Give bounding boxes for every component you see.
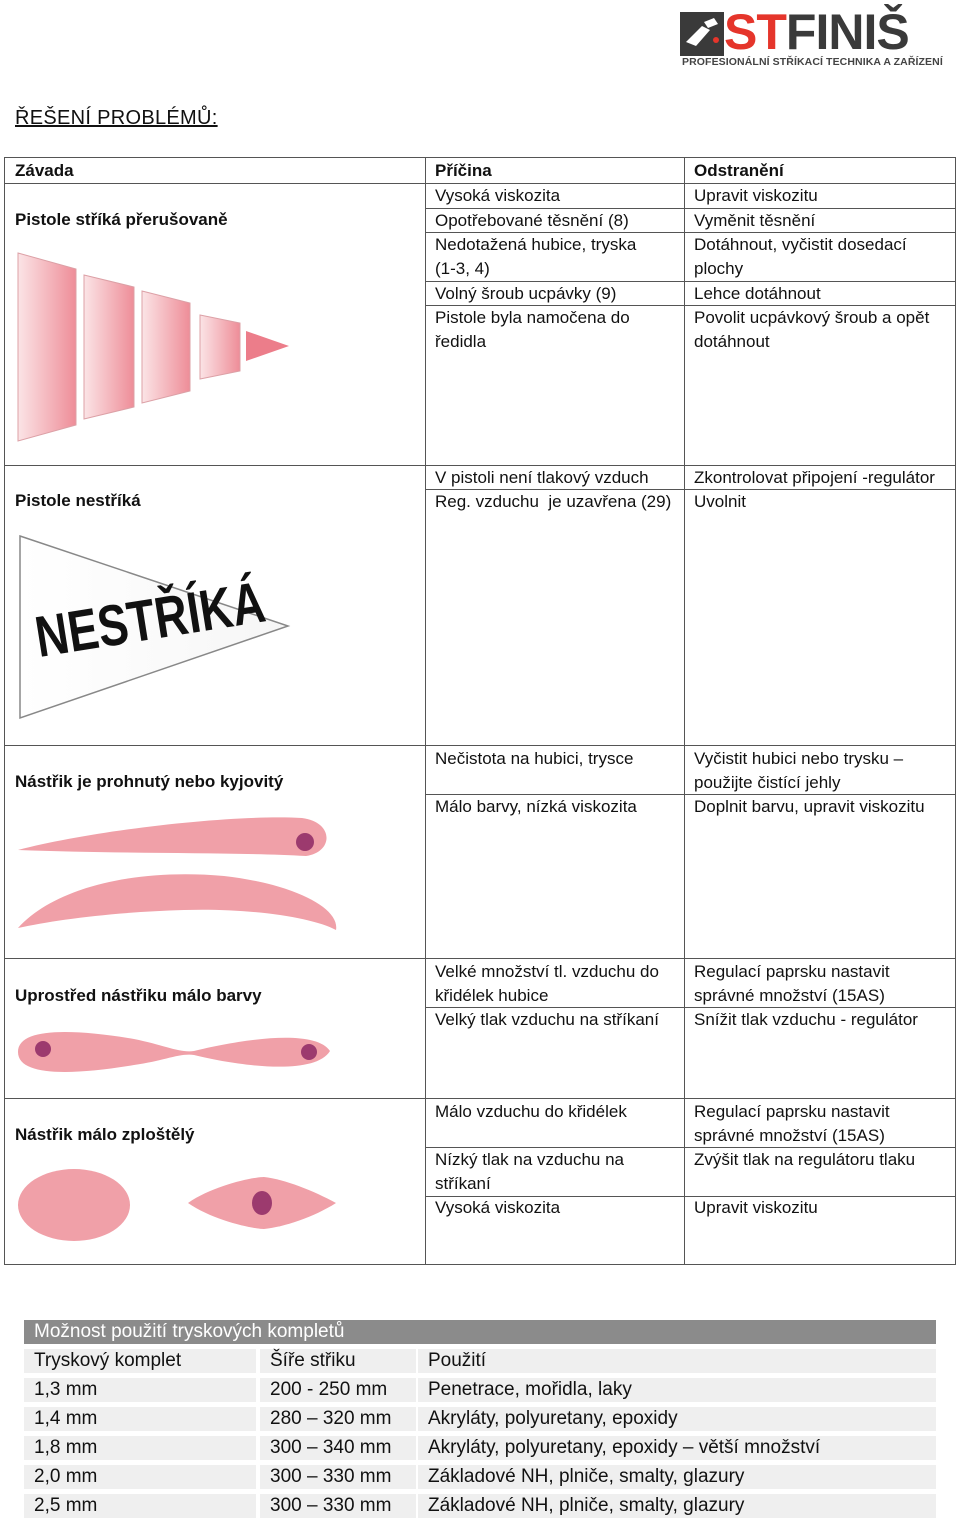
logo-brand: STFINIŠ <box>724 4 909 60</box>
center-thin-illustration <box>14 1025 334 1080</box>
cause: Málo barvy, nízká viskozita <box>435 797 637 816</box>
kit-size: 1,3 mm <box>24 1378 256 1402</box>
usage: Základové NH, plniče, smalty, glazury <box>418 1494 936 1518</box>
fix: Vyměnit těsnění <box>694 211 816 230</box>
spray-width: 300 – 330 mm <box>260 1494 416 1518</box>
page-title: ŘEŠENÍ PROBLÉMŮ: <box>15 107 218 129</box>
col-header-use: Použití <box>418 1349 936 1373</box>
not-spraying-label: NESTŘÍKÁ <box>31 570 270 671</box>
spray-width: 300 – 330 mm <box>260 1465 416 1489</box>
header-cause: Příčina <box>435 161 492 180</box>
fix: Regulací paprsku nastavit správné množství (15AS) <box>694 962 890 1005</box>
usage: Akryláty, polyuretany, epoxidy <box>418 1407 936 1431</box>
fix: Regulací paprsku nastavit správné množství (15AS) <box>694 1102 890 1145</box>
col-header-width: Šíře střiku <box>260 1349 416 1373</box>
cause: Nedotažená hubice, tryska (1-3, 4) <box>435 235 637 278</box>
cause: Volný šroub ucpávky (9) <box>435 284 617 303</box>
fix: Povolit ucpávkový šroub a opět dotáhnout <box>694 308 930 351</box>
usage: Akryláty, polyuretany, epoxidy – větší množství <box>418 1436 936 1460</box>
kit-size: 1,8 mm <box>24 1436 256 1460</box>
cause: Málo vzduchu do křidélek <box>435 1102 627 1121</box>
cause: Reg. vzduchu je uzavřena (29) <box>435 492 672 511</box>
cause: V pistoli není tlakový vzduch <box>435 468 649 487</box>
fix: Upravit viskozitu <box>694 186 818 205</box>
fix: Snížit tlak vzduchu - regulátor <box>694 1010 918 1029</box>
spray-width: 200 - 250 mm <box>260 1378 416 1402</box>
fix: Uvolnit <box>694 492 746 511</box>
cause: Nečistota na hubici, trysce <box>435 749 634 768</box>
header-fix: Odstranění <box>694 161 784 180</box>
logo <box>680 4 950 70</box>
cause: Velké množství tl. vzduchu do křidélek hubice <box>435 962 659 1005</box>
table-header-row <box>24 1349 936 1373</box>
table-row <box>24 1407 936 1431</box>
curved-spray-illustration <box>14 808 344 943</box>
table-row <box>24 1494 936 1518</box>
cause: Nízký tlak na vzduchu na stříkaní <box>435 1150 624 1193</box>
table-row <box>24 1465 936 1489</box>
table-row <box>24 1436 936 1460</box>
kit-size: 1,4 mm <box>24 1407 256 1431</box>
logo-tagline: PROFESIONÁLNÍ STŘÍKACÍ TECHNIKA A ZAŘÍZENÍ <box>682 56 943 68</box>
kit-size: 2,0 mm <box>24 1465 256 1489</box>
not-spraying-illustration <box>14 530 299 725</box>
cause: Vysoká viskozita <box>435 1198 561 1217</box>
not-flat-illustration <box>14 1165 344 1243</box>
defect-not-flat: Nástřik málo zploštělý <box>15 1125 195 1144</box>
cause: Pistole byla namočena do ředidla <box>435 308 630 351</box>
kit-size: 2,5 mm <box>24 1494 256 1518</box>
spray-width: 300 – 340 mm <box>260 1436 416 1460</box>
spray-width: 280 – 320 mm <box>260 1407 416 1431</box>
fix: Dotáhnout, vyčistit dosedací plochy <box>694 235 907 278</box>
header-defect: Závada <box>15 161 74 180</box>
col-header-kit: Tryskový komplet <box>24 1349 256 1373</box>
defect-not-spraying: Pistole nestříká <box>15 491 141 510</box>
usage: Penetrace, mořidla, laky <box>418 1378 936 1402</box>
cause: Opotřebované těsnění (8) <box>435 211 629 230</box>
fix: Zvýšit tlak na regulátoru tlaku <box>694 1150 916 1169</box>
nozzle-kit-table <box>24 1320 936 1518</box>
cause: Vysoká viskozita <box>435 186 561 205</box>
fix: Vyčistit hubici nebo trysku – použijte čistící jehly <box>694 749 904 792</box>
cause: Velký tlak vzduchu na stříkaní <box>435 1010 659 1029</box>
fix: Zkontrolovat připojení -regulátor <box>694 468 935 487</box>
defect-curved: Nástřik je prohnutý nebo kyjovitý <box>15 772 284 791</box>
usage: Základové NH, plniče, smalty, glazury <box>418 1465 936 1489</box>
defect-intermittent: Pistole stříká přerušovaně <box>15 210 228 229</box>
fix: Doplnit barvu, upravit viskozitu <box>694 797 925 816</box>
table-row <box>24 1378 936 1402</box>
intermittent-spray-illustration <box>14 245 304 450</box>
fix: Upravit viskozitu <box>694 1198 818 1217</box>
nozzle-kit-title: Možnost použití tryskových kompletů <box>24 1320 936 1344</box>
spray-gun-icon <box>680 12 724 56</box>
fix: Lehce dotáhnout <box>694 284 821 303</box>
defect-center-thin: Uprostřed nástřiku málo barvy <box>15 986 262 1005</box>
